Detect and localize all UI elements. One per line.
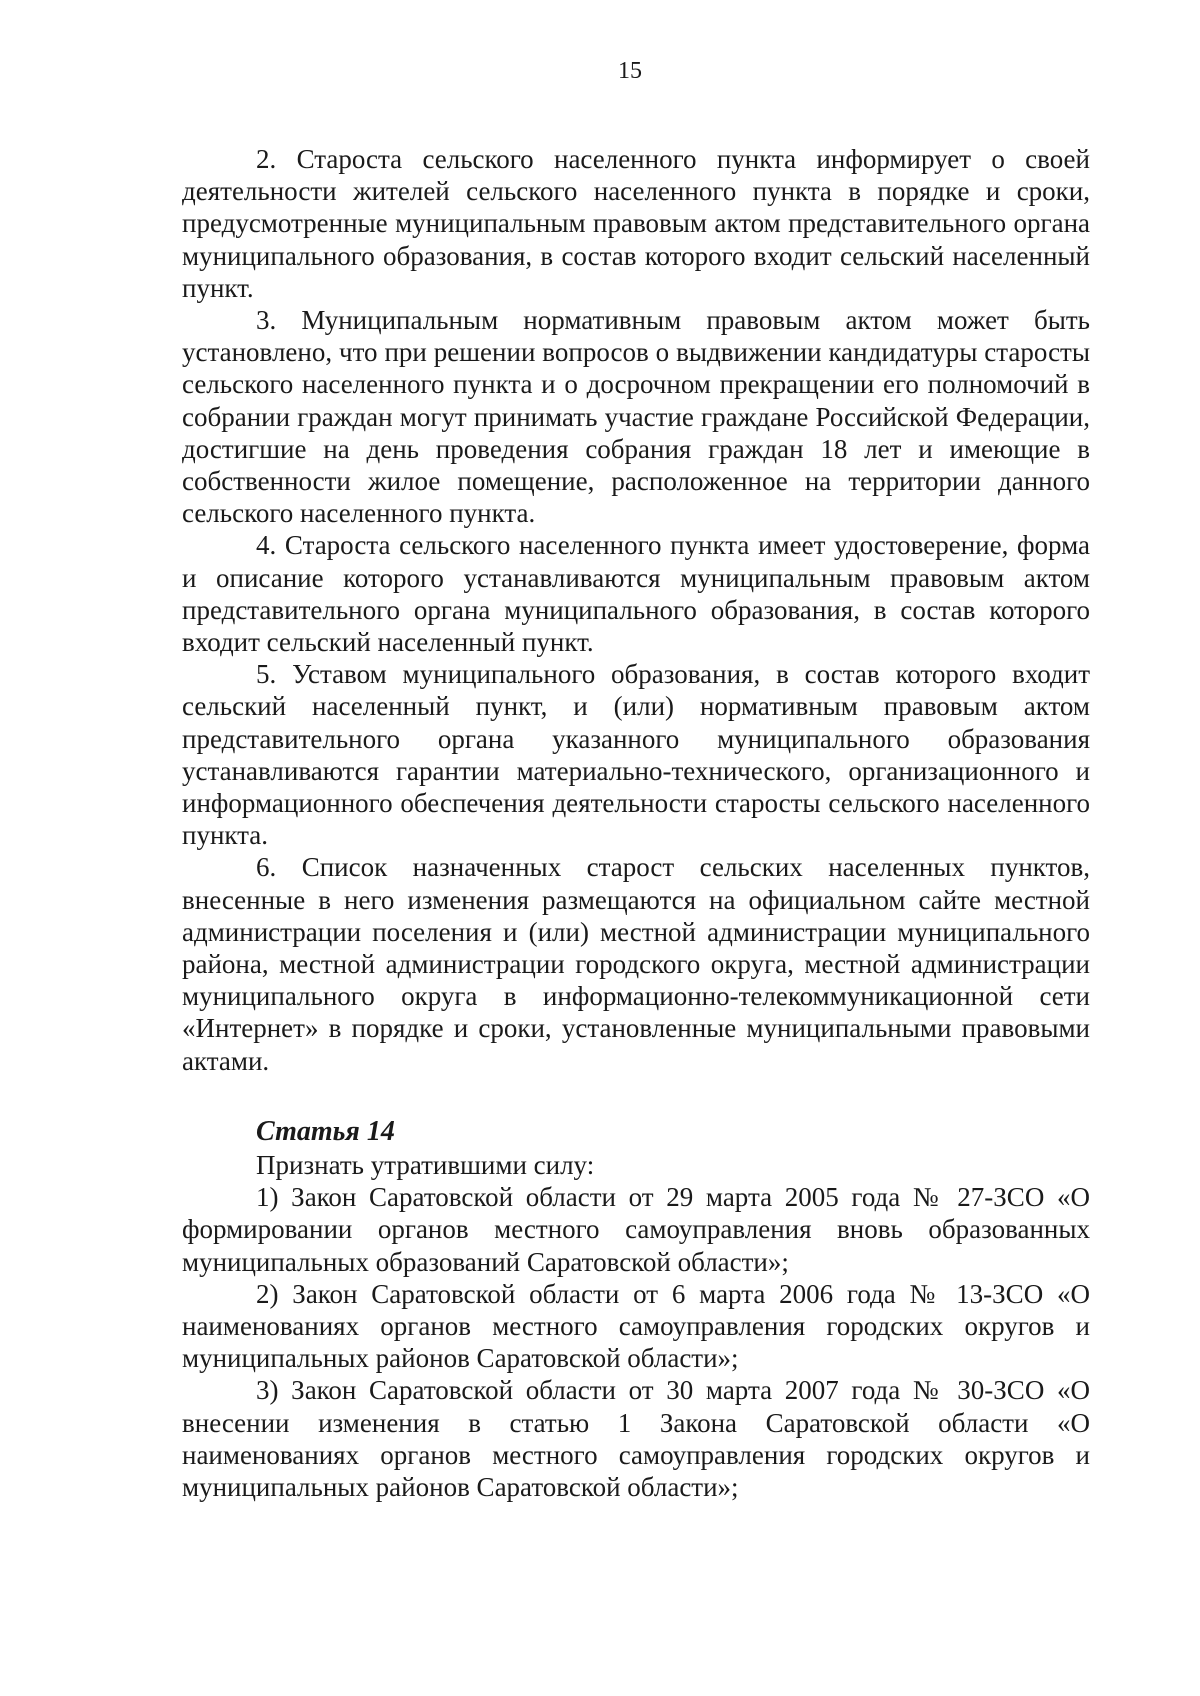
document-body [182,143,1090,1503]
repealed-law-2: 2) Закон Саратовской области от 6 марта 2006 года № 13-ЗСО «О наименованиях органов местного самоуправления городских округов и муниципальных районов Саратовской области»; [182,1278,1090,1374]
paragraph-item-4: 4. Староста сельского населенного пункта имеет удостоверение, форма и описание которого устанавливаются муниципальным правовым актом представительного органа муниципального образования, в состав которого входит сельский населенный пункт. [182,530,1090,658]
paragraph-item-3: 3. Муниципальным нормативным правовым актом может быть установлено, что при решении вопросов о выдвижении кандидатуры старосты сельского населенного пункта и о досрочном прекращении его полномочий в собрании граждан могут принимать участие граждане Российской Федерации, достигшие на день проведения собрания граждан 18 лет и имеющие в собственности жилое помещение, расположенное на территории данного сельского населенного пункта. [182,305,1090,529]
repealed-law-1: 1) Закон Саратовской области от 29 марта 2005 года № 27-ЗСО «О формировании органов местного самоуправления вновь образованных муниципальных образований Саратовской области»; [182,1182,1090,1277]
article-heading: Статья 14 [256,1115,395,1147]
paragraph-item-2: 2. Староста сельского населенного пункта информирует о своей деятельности жителей сельского населенного пункта в порядке и сроки, предусмотренные муниципальным правовым актом представительного органа муниципального образования, в состав которого входит сельский населенный пункт. [182,144,1090,303]
paragraph-item-5: 5. Уставом муниципального образования, в состав которого входит сельский населенный пункт, и (или) нормативным правовым актом представительного органа указанного муниципального образования устанавливаются гарантии материально-технического, организационного и информационного обеспечения деятельности старосты сельского населенного пункта. [182,659,1090,851]
repealed-law-3: 3) Закон Саратовской области от 30 марта 2007 года № 30-ЗСО «О внесении изменения в статью 1 Закона Саратовской области «О наименованиях органов местного самоуправления городских округов и муниципальных районов Саратовской области»; [182,1375,1090,1502]
page-number: 15 [618,58,642,84]
article-intro: Признать утратившими силу: [256,1149,595,1180]
paragraph-item-6: 6. Список назначенных старост сельских населенных пунктов, внесенные в него изменения размещаются на официальном сайте местной администрации поселения и (или) местной администрации муниципального района, местной администрации городского округа, местной администрации муниципального округа в информационно-телекоммуникационной сети «Интернет» в порядке и сроки, установленные муниципальными правовыми актами. [182,852,1090,1076]
